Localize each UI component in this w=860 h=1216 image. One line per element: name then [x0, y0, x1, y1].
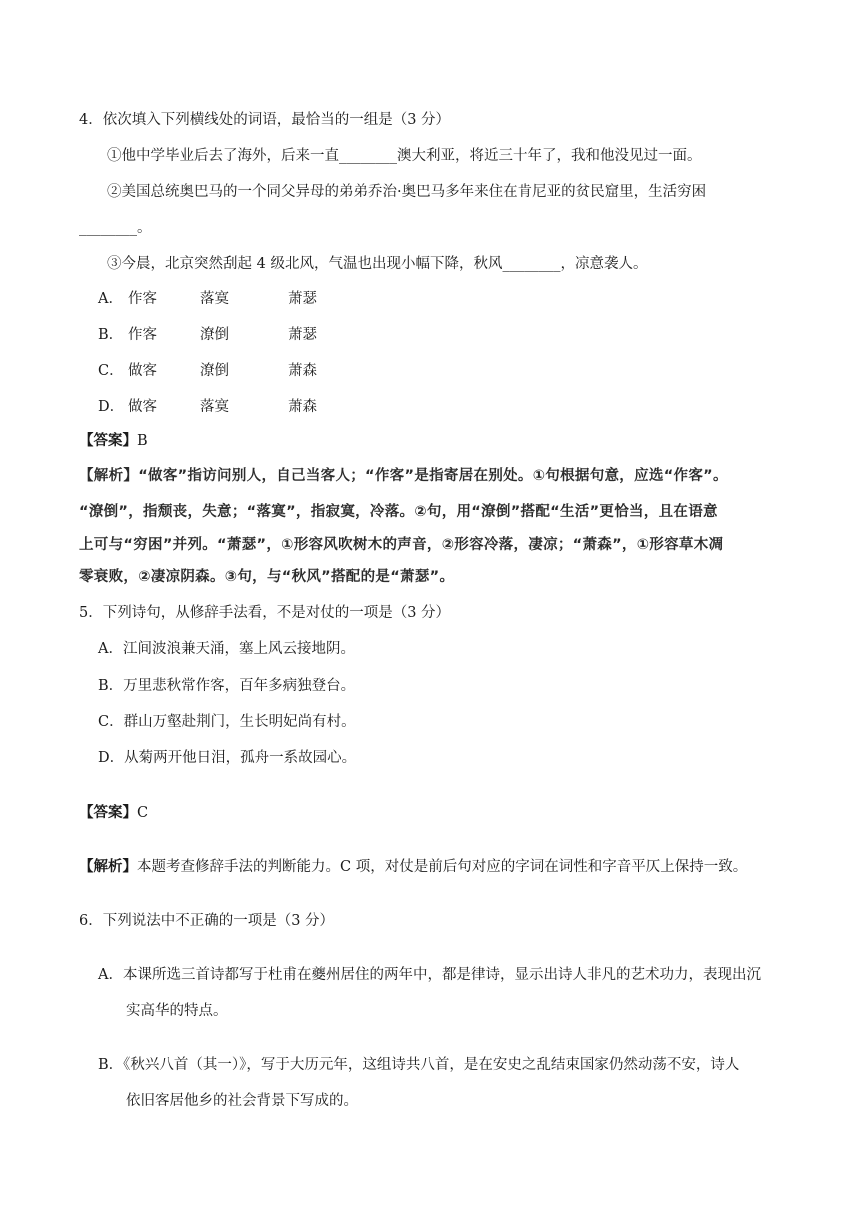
q4-option-a: A． 作客 落寞 萧瑟: [98, 291, 317, 307]
q4-analysis-line-1: 【解析】“做客”指访问别人，自己当客人；“作客”是指寄居在别处。①句根据句意，应选“作客”。: [79, 468, 728, 484]
q5-option-a: A．江间波浪兼天涌，塞上风云接地阴。: [98, 641, 355, 657]
q6-option-b-line-1: B．《秋兴八首（其一）》，写于大历元年，这组诗共八首，是在安史之乱结束国家仍然动荡不安，诗人: [98, 1057, 740, 1073]
q5-analysis: 【解析】本题考查修辞手法的判断能力。C 项，对仗是前后句对应的字词在词性和字音平仄上保持一致。: [79, 858, 748, 875]
q4-analysis-line-4: 零衰败，②凄凉阴森。③句，与“秋风”搭配的是“萧瑟”。: [79, 569, 455, 585]
q4-answer: 【答案】B: [79, 432, 148, 449]
q4-analysis-line-3: 上可与“穷困”并列。“萧瑟”，①形容风吹树木的声音，②形容冷落，凄凉；“萧森”，①形容草木凋: [79, 537, 724, 553]
q5-answer: 【答案】C: [79, 804, 149, 821]
q6-stem: 6．下列说法中不正确的一项是（3 分）: [79, 913, 335, 929]
q4-stem: 4．依次填入下列横线处的词语，最恰当的一组是（3 分）: [79, 112, 451, 128]
q4-sentence-2-blank: ________。: [79, 220, 152, 236]
q4-sentence-3: ③今晨，北京突然刮起 4 级北风，气温也出现小幅下降，秋风________，凉意袭人。: [107, 256, 648, 272]
q6-option-a-line-1: A．本课所选三首诗都写于杜甫在夔州居住的两年中，都是律诗，显示出诗人非凡的艺术功力，表现出沉: [98, 967, 761, 983]
q4-sentence-1: ①他中学毕业后去了海外，后来一直________澳大利亚，将近三十年了，我和他没见过一面。: [107, 148, 702, 164]
q4-analysis-line-2: “潦倒”，指颓丧，失意；“落寞”，指寂寞，冷落。②句，用“潦倒”搭配“生活”更恰当，且在语意: [79, 504, 718, 520]
q5-option-d: D．从菊两开他日泪，孤舟一系故园心。: [98, 750, 357, 766]
q6-option-a-line-2: 实高华的特点。: [126, 1003, 228, 1019]
q4-option-c: C． 做客 潦倒 萧森: [98, 363, 317, 379]
q6-option-b-line-2: 依旧客居他乡的社会背景下写成的。: [126, 1093, 358, 1109]
q4-option-d: D． 做客 落寞 萧森: [98, 399, 317, 415]
q5-option-b: B．万里悲秋常作客，百年多病独登台。: [98, 678, 356, 694]
q5-option-c: C．群山万壑赴荆门，生长明妃尚有村。: [98, 714, 356, 730]
q4-sentence-2: ②美国总统奥巴马的一个同父异母的弟弟乔治·奥巴马多年来住在肯尼亚的贫民窟里，生活穷困: [107, 184, 707, 200]
q5-stem: 5．下列诗句，从修辞手法看，不是对仗的一项是（3 分）: [79, 605, 451, 621]
q4-option-b: B． 作客 潦倒 萧瑟: [98, 327, 317, 343]
